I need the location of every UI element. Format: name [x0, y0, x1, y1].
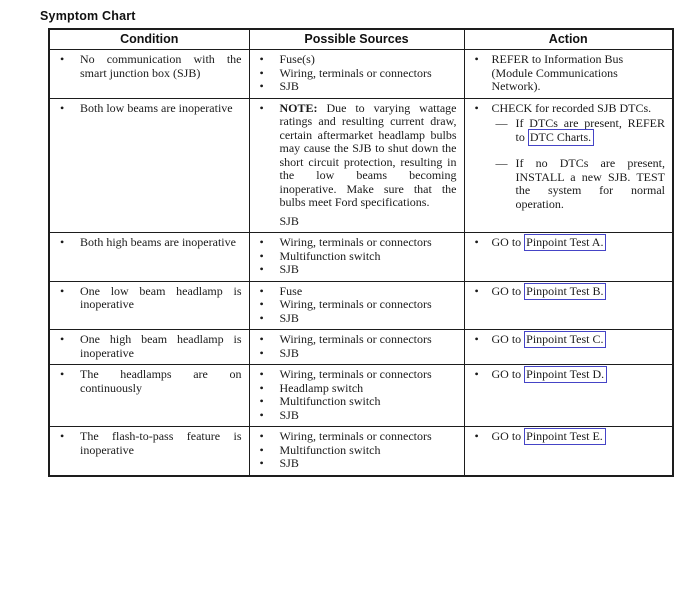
- condition-text: Both low beams are inoperative: [80, 100, 233, 115]
- source-item: [250, 409, 457, 423]
- source-text: SJB: [279, 262, 299, 276]
- action-text: GO to: [491, 283, 525, 298]
- action-text: REFER to Information Bus (Module Communications Network).: [491, 52, 624, 93]
- condition-cell: [49, 233, 249, 282]
- action-cell: [464, 427, 673, 476]
- action-text: CHECK for recorded SJB DTCs.: [491, 100, 652, 115]
- source-item: [250, 368, 457, 382]
- source-item: [250, 347, 457, 361]
- link-pinpoint-test-b[interactable]: Pinpoint Test B.: [524, 283, 606, 300]
- sources-cell: [249, 50, 464, 99]
- source-text: SJB: [279, 345, 299, 360]
- table-row: [49, 427, 673, 476]
- condition-cell: [49, 330, 249, 365]
- link-pinpoint-test-e[interactable]: Pinpoint Test E.: [524, 428, 606, 445]
- condition-item: [50, 430, 242, 457]
- source-text: Fuse: [279, 283, 303, 298]
- condition-item: [50, 102, 242, 116]
- table-row: [49, 233, 673, 282]
- action-item: [465, 236, 666, 250]
- source-text: Multifunction switch: [279, 442, 381, 457]
- source-item: [250, 395, 457, 409]
- source-text: Wiring, terminals or connectors: [279, 65, 432, 80]
- source-item: [250, 67, 457, 81]
- condition-text: Both high beams are inoperative: [80, 235, 236, 249]
- source-text: Wiring, terminals or connectors: [279, 367, 432, 381]
- table-row: [49, 330, 673, 365]
- table-row: [49, 365, 673, 427]
- sources-cell: [249, 233, 464, 282]
- col-header-possible-sources: Possible Sources: [249, 29, 464, 50]
- condition-cell: [49, 98, 249, 233]
- col-header-action: Action: [464, 29, 673, 50]
- source-text: Wiring, terminals or connectors: [279, 429, 432, 443]
- source-text: Wiring, terminals or connectors: [279, 235, 432, 249]
- condition-text: The flash-to-pass feature is inoperative: [80, 429, 242, 457]
- sources-cell: [249, 427, 464, 476]
- source-item: [250, 250, 457, 264]
- source-item: [250, 298, 457, 312]
- source-item: [250, 444, 457, 458]
- source-item: [250, 333, 457, 347]
- link-dtc-charts[interactable]: DTC Charts.: [528, 129, 594, 146]
- source-item: [250, 285, 457, 299]
- symptom-chart-table: [48, 28, 674, 477]
- condition-cell: [49, 427, 249, 476]
- condition-cell: [49, 281, 249, 330]
- action-item: [465, 53, 666, 94]
- table-row: [49, 281, 673, 330]
- condition-cell: [49, 50, 249, 99]
- action-text: GO to: [491, 367, 525, 381]
- source-text: SJB: [279, 79, 299, 93]
- condition-text: No communication with the smart junction box (SJB): [80, 52, 242, 80]
- source-note-item: [250, 102, 457, 210]
- header-row: [49, 29, 673, 50]
- source-item-sjb: SJB: [279, 213, 299, 228]
- action-item: [465, 430, 666, 444]
- source-text: SJB: [279, 407, 299, 422]
- action-subitem: [465, 117, 666, 144]
- condition-item: [50, 285, 242, 312]
- source-text: SJB: [279, 310, 299, 325]
- source-text: Multifunction switch: [279, 248, 381, 263]
- action-text: GO to: [491, 429, 525, 443]
- condition-text: One high beam headlamp is inoperative: [80, 332, 242, 360]
- link-pinpoint-test-d[interactable]: Pinpoint Test D.: [524, 366, 607, 383]
- condition-item: [50, 236, 242, 250]
- condition-text: One low beam headlamp is inoperative: [80, 283, 242, 311]
- note-label: NOTE:: [279, 100, 318, 115]
- condition-item: [50, 333, 242, 360]
- source-item: [250, 312, 457, 326]
- action-subtext: If no DTCs are present, INSTALL a new SJB. TEST the system for normal operation.: [515, 156, 665, 211]
- source-text: Wiring, terminals or connectors: [279, 332, 432, 346]
- link-pinpoint-test-c[interactable]: Pinpoint Test C.: [524, 331, 606, 348]
- action-cell: [464, 233, 673, 282]
- source-item: [250, 457, 457, 471]
- action-subtext: If DTCs are present, REFER to: [515, 116, 665, 144]
- action-text: GO to: [491, 332, 525, 346]
- sources-cell: [249, 330, 464, 365]
- source-item: [250, 382, 457, 396]
- action-item: [465, 285, 666, 299]
- action-cell: [464, 50, 673, 99]
- sources-cell: [249, 98, 464, 233]
- action-cell: [464, 365, 673, 427]
- table-row: [49, 50, 673, 99]
- action-item: [465, 368, 666, 382]
- sources-cell: [249, 281, 464, 330]
- source-text: Fuse(s): [279, 52, 315, 66]
- condition-item: [50, 53, 242, 80]
- table-row: [49, 98, 673, 233]
- action-text: GO to: [491, 235, 525, 249]
- link-pinpoint-test-a[interactable]: Pinpoint Test A.: [524, 234, 606, 251]
- action-subitem: [465, 157, 666, 211]
- col-header-condition: Condition: [49, 29, 249, 50]
- source-text: SJB: [279, 456, 299, 470]
- condition-cell: [49, 365, 249, 427]
- condition-text: The headlamps are on continuously: [80, 367, 242, 395]
- source-item: [250, 263, 457, 277]
- source-text: Multifunction switch: [279, 394, 381, 408]
- action-item: [465, 333, 666, 347]
- action-cell: [464, 98, 673, 233]
- action-item: [465, 102, 666, 116]
- page-title: Symptom Chart: [40, 9, 136, 23]
- source-item: [250, 80, 457, 94]
- source-text: Headlamp switch: [279, 380, 364, 395]
- source-text: Wiring, terminals or connectors: [279, 297, 432, 311]
- source-item: [250, 236, 457, 250]
- action-cell: [464, 330, 673, 365]
- source-item: [250, 53, 457, 67]
- note-text: Due to varying wattage ratings and resulting current draw, certain aftermarket headlamp bulbs may cause the SJB to shut down the short circuit protection, resulting in the low beams becoming inoperative. Make sure that the bulbs meet Ford specifications.: [279, 100, 457, 209]
- source-item: [250, 430, 457, 444]
- action-cell: [464, 281, 673, 330]
- condition-item: [50, 368, 242, 395]
- sources-cell: [249, 365, 464, 427]
